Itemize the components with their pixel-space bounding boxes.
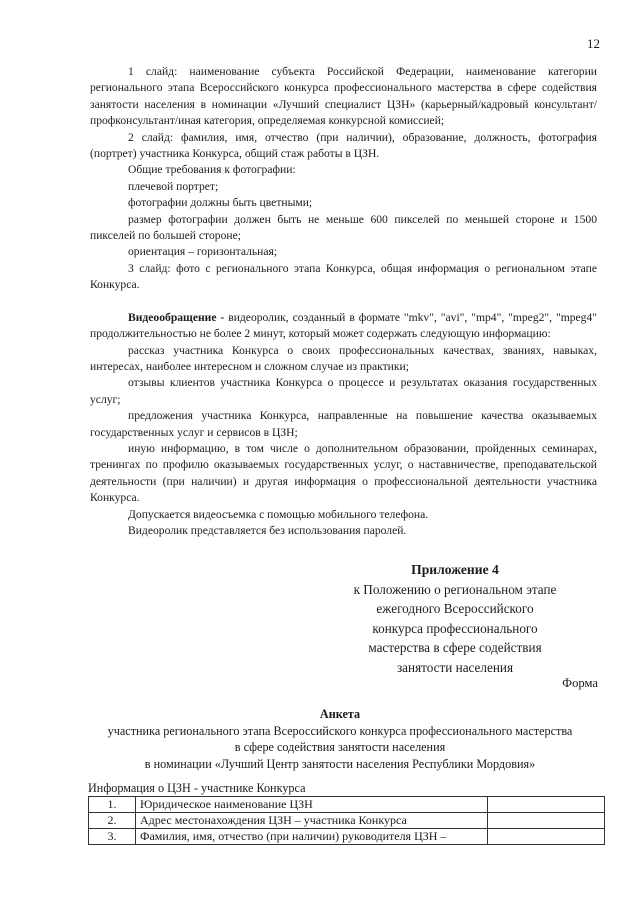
paragraph-photo-size: размер фотографии должен быть не меньше 600 пикселей по меньшей стороне и 1500 пикселей по большей стороне;	[90, 212, 597, 243]
paragraph-orientation: ориентация – горизонтальная;	[128, 245, 278, 259]
document-body	[90, 64, 597, 539]
appendix-line: конкурса профессионального	[372, 620, 538, 636]
table-row	[89, 829, 605, 845]
video-item-other: иную информацию, в том числе о дополнительном образовании, пройденных семинарах, тренингах по профилю оказываемых государственных услуг, о наставничестве, преподавательской деятельности (при наличии) и другая информация о профессиональной деятельности участника Конкурса.	[90, 441, 597, 505]
appendix-line: к Положению о региональном этапе	[353, 581, 557, 597]
appendix-line: ежегодного Всероссийского	[376, 601, 534, 616]
appendix-line: занятости населения	[396, 659, 514, 675]
info-caption: Информация о ЦЗН - участнике Конкурса	[88, 781, 306, 795]
video-lead: Видеообращение -	[128, 310, 225, 324]
table-row	[89, 797, 605, 813]
anketa-line: в сфере содействия занятости населения	[234, 740, 446, 754]
paragraph-shoulder-portrait: плечевой портрет;	[128, 179, 219, 193]
appendix-line: мастерства в сфере содействия	[368, 640, 542, 655]
form-label: Форма	[562, 676, 598, 690]
paragraph-photo-requirements: Общие требования к фотографии:	[128, 163, 296, 177]
anketa-title: Анкета	[319, 707, 361, 721]
info-table	[88, 796, 605, 845]
paragraph-slide-2: 2 слайд: фамилия, имя, отчество (при наличии), образование, должность, фотография (портрет) участника Конкурса, общий стаж работы в ЦЗН.	[90, 130, 597, 161]
row-value-field[interactable]	[488, 829, 605, 845]
appendix-title: Приложение 4	[411, 562, 499, 577]
row-label: Фамилия, имя, отчество (при наличии) руководителя ЦЗН –	[136, 829, 488, 845]
anketa-line: в номинации «Лучший Центр занятости населения Республики Мордовия»	[144, 756, 536, 771]
video-text: видеоролик, созданный в формате "mkv", "avi", "mp4", "mpeg2", "mpeg4" продолжительностью не более 2 минут, который может содержать следующую информацию:	[90, 310, 598, 341]
video-item-mobile: Допускается видеосъемка с помощью мобильного телефона.	[128, 507, 429, 521]
video-item-reviews: отзывы клиентов участника Конкурса о процессе и результатах оказания государственных услуг;	[90, 376, 597, 406]
paragraph-spacer	[90, 294, 597, 310]
row-label: Адрес местонахождения ЦЗН – участника Конкурса	[136, 813, 488, 829]
paragraph-video-intro	[90, 310, 597, 343]
video-item-proposals: предложения участника Конкурса, направленные на повышение качества оказываемых государственных услуг и сервисов в ЦЗН;	[90, 409, 597, 439]
paragraph-slide-1: 1 слайд: наименование субъекта Российской Федерации, наименование категории регионального этапа Всероссийского конкурса профессионального мастерства в сфере содействия занятости населения в номинации «Лучший специалист ЦЗН» (карьерный/кадровый консультант/профконсультант/иная категория, определяемая конкурсной комиссией;	[90, 65, 597, 128]
row-label: Юридическое наименование ЦЗН	[136, 797, 488, 813]
page-number: 12	[587, 36, 600, 51]
row-value-field[interactable]	[488, 813, 605, 829]
video-item-no-passwords: Видеоролик представляется без использования паролей.	[128, 523, 407, 537]
row-number: 3.	[89, 829, 136, 845]
anketa-block	[70, 706, 610, 772]
paragraph-slide-3: 3 слайд: фото с регионального этапа Конкурса, общая информация о региональном этапе Конкурса.	[90, 261, 597, 292]
row-value-field[interactable]	[488, 797, 605, 813]
row-number: 1.	[89, 797, 136, 813]
paragraph-color-photos: фотографии должны быть цветными;	[128, 196, 313, 210]
video-item-story: рассказ участника Конкурса о своих профессиональных качествах, званиях, навыках, интересах, наиболее интересном и сложном случае из практики;	[90, 343, 597, 373]
anketa-line: участника регионального этапа Всероссийского конкурса профессионального мастерства	[107, 723, 573, 738]
row-number: 2.	[89, 813, 136, 829]
appendix-block	[330, 560, 580, 677]
table-row	[89, 813, 605, 829]
